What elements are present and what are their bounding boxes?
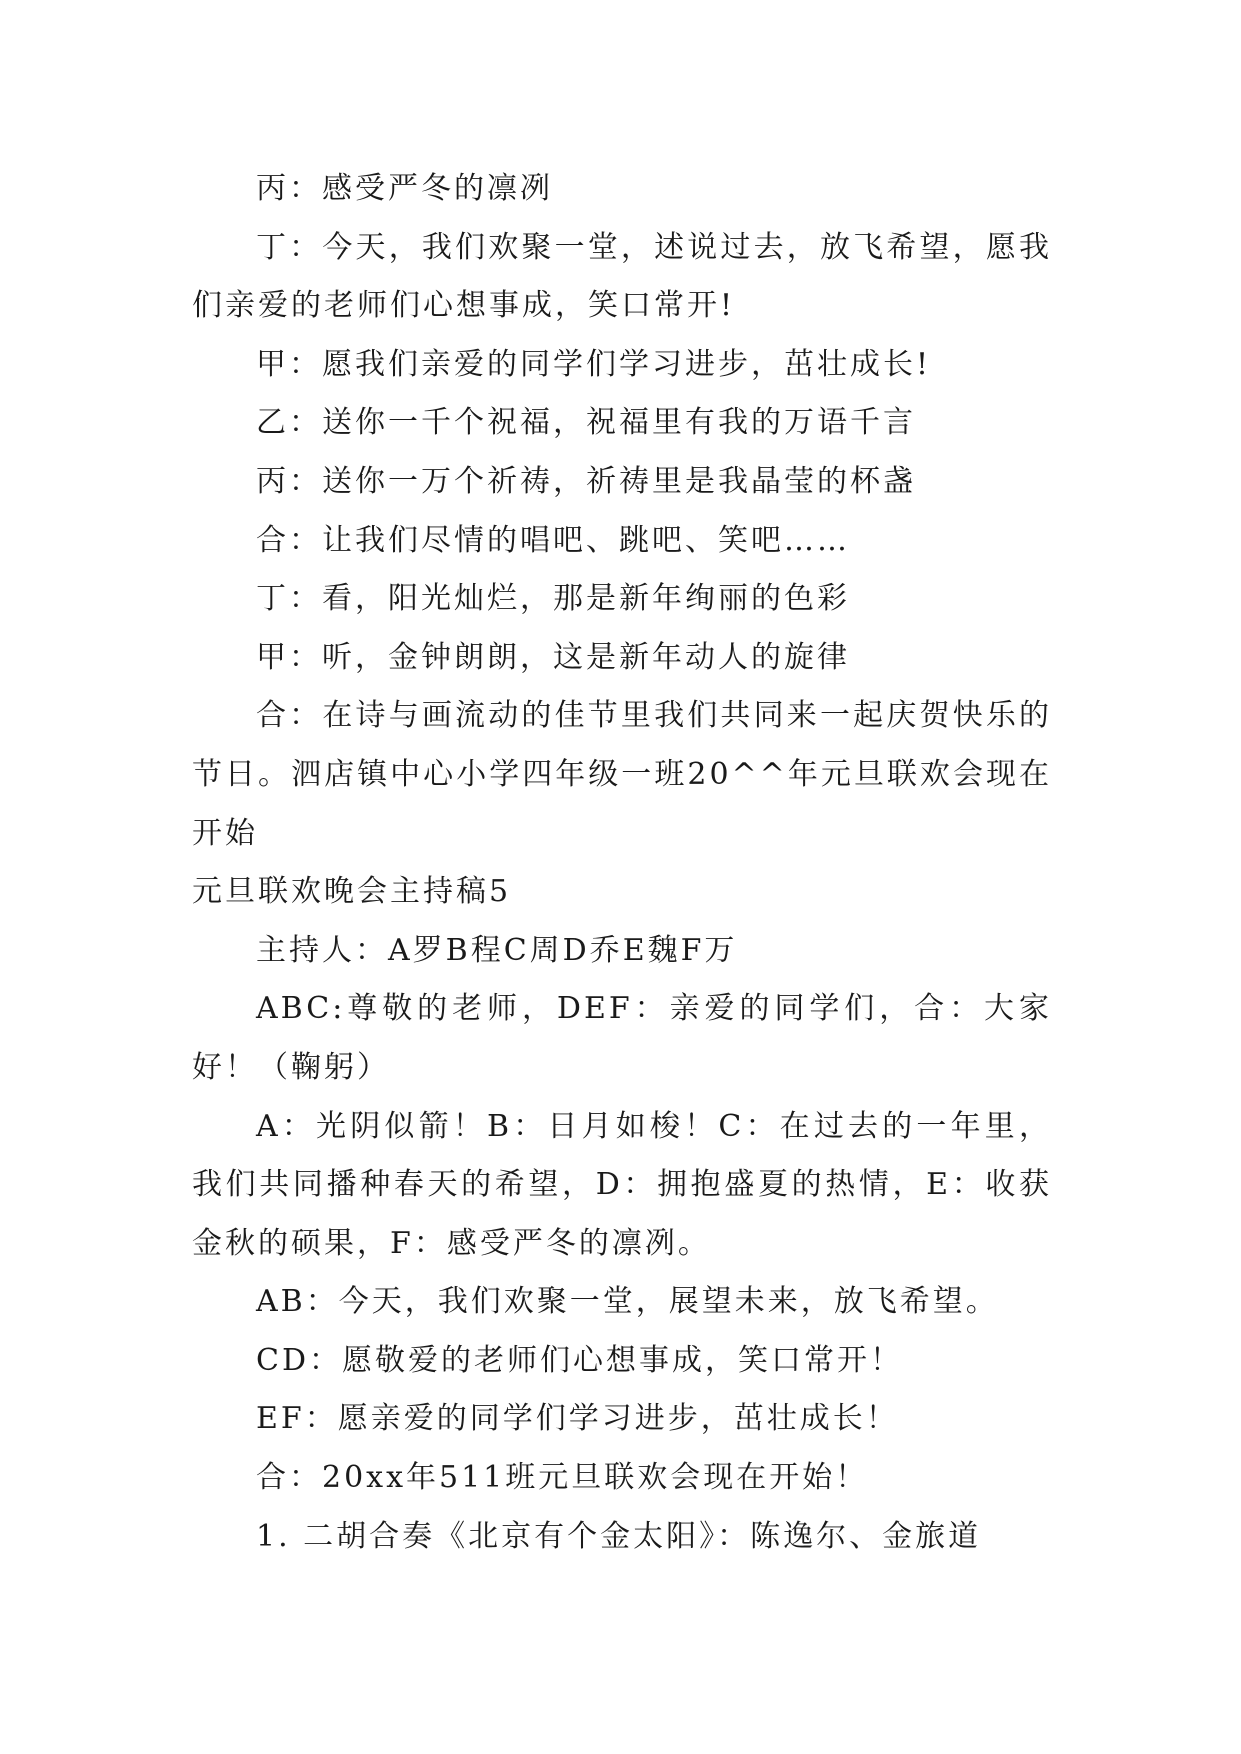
paragraph: 合：让我们尽情的唱吧、跳吧、笑吧…… [256, 522, 850, 558]
paragraph: AB：今天，我们欢聚一堂，展望未来，放飞希望。 [256, 1284, 999, 1320]
paragraph: ABC:尊敬的老师，DEF：亲爱的同学们，合：大家好！（鞠躬） [192, 991, 1052, 1085]
section-heading: 元旦联欢晚会主持稿5 [192, 874, 512, 910]
paragraph: 合：在诗与画流动的佳节里我们共同来一起庆贺快乐的节日。泗店镇中心小学四年级一班20^^年元旦联欢会现在开始 [192, 698, 1052, 851]
paragraph: 甲：听，金钟朗朗，这是新年动人的旋律 [256, 639, 850, 675]
paragraph: EF：愿亲爱的同学们学习进步，茁壮成长！ [256, 1401, 899, 1437]
paragraph: CD：愿敬爱的老师们心想事成，笑口常开！ [256, 1342, 904, 1378]
paragraph: 主持人：A罗B程C周D乔E魏F万 [256, 932, 738, 968]
program-item: 1. 二胡合奏《北京有个金太阳》：陈逸尔、金旅道 [256, 1518, 982, 1554]
paragraph: 甲：愿我们亲爱的同学们学习进步，茁壮成长! [256, 346, 932, 382]
paragraph: 丁：看，阳光灿烂，那是新年绚丽的色彩 [256, 581, 850, 617]
paragraph: 丙：送你一万个祈祷，祈祷里是我晶莹的杯盏 [256, 463, 916, 499]
paragraph: 丙：感受严冬的凛冽 [256, 171, 553, 206]
document-body [192, 160, 1052, 1566]
paragraph: 丁：今天，我们欢聚一堂，述说过去，放飞希望，愿我们亲爱的老师们心想事成，笑口常开! [192, 229, 1052, 324]
paragraph: 乙：送你一千个祝福，祝福里有我的万语千言 [256, 405, 916, 441]
paragraph: A：光阴似箭！B：日月如梭！C：在过去的一年里，我们共同播种春天的希望，D：拥抱盛夏的热情，E：收获金秋的硕果，F：感受严冬的凛冽。 [192, 1108, 1052, 1261]
paragraph: 合：20xx年511班元旦联欢会现在开始！ [256, 1460, 869, 1496]
